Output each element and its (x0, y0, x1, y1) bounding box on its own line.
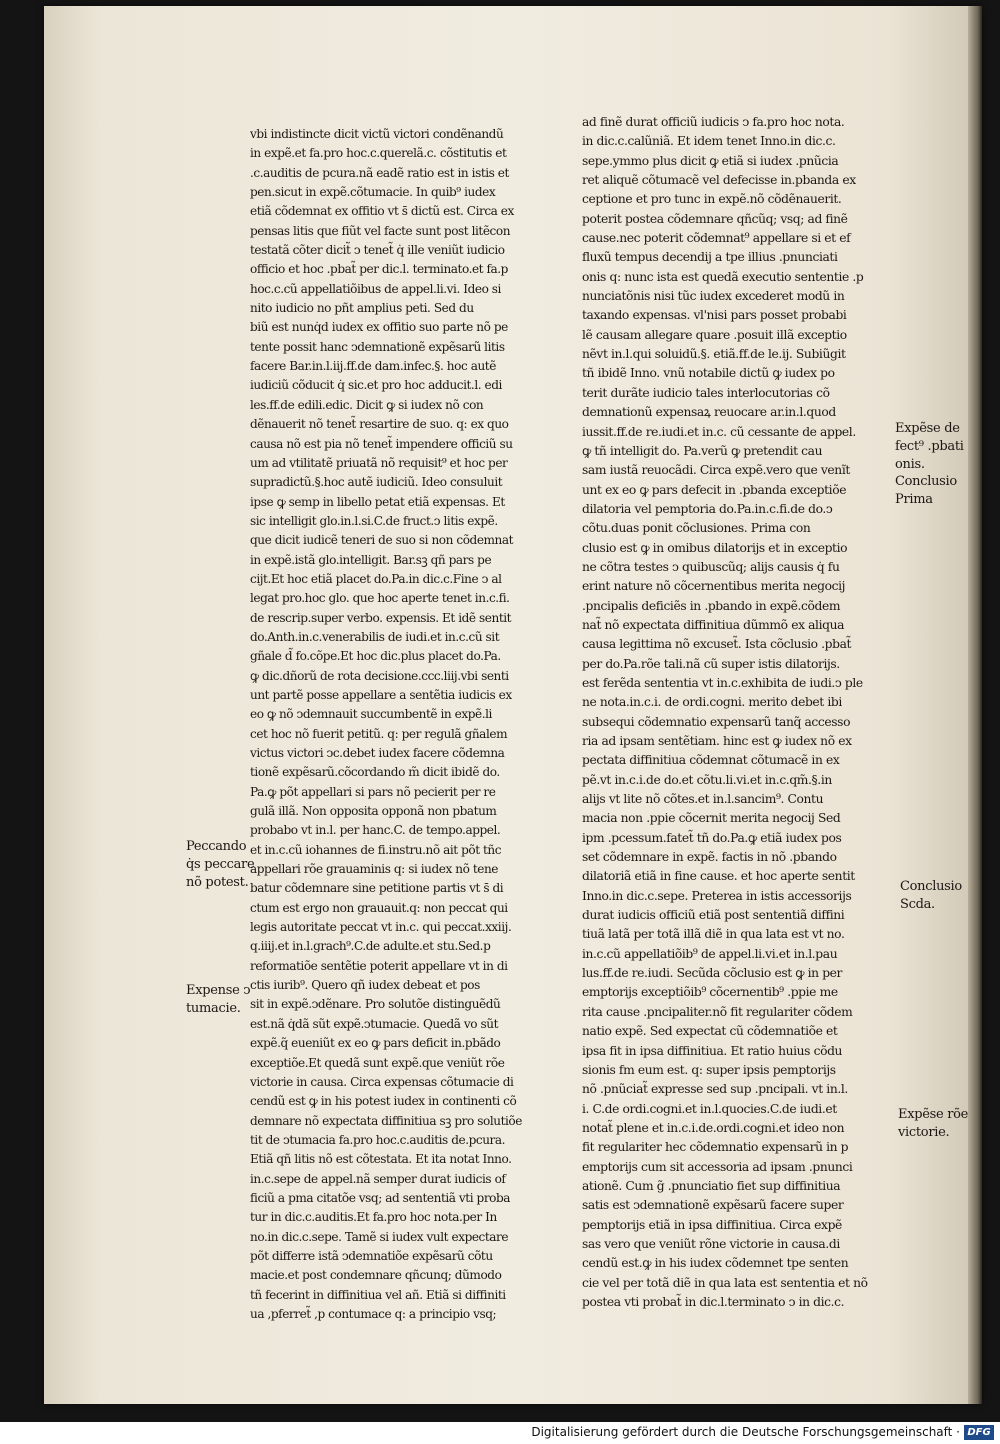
text-line: officio et hoc .pbat̃ per dic.l. terminato.et fa.p (250, 262, 508, 277)
text-line: Pa.ꝙ põt appellari si pars nõ pecierit per re (250, 784, 496, 799)
text-line: tñ fecerint in diffinitiua vel añ. Etiã si diffiniti (250, 1287, 506, 1302)
text-line: ipse ꝙ semp in libello petat etiã expensas. Et (250, 494, 505, 509)
text-line: cijt.Et hoc etiã placet do.Pa.in dic.c.Fine ↄ al (250, 571, 502, 586)
text-line: satis est ↄdemnationẽ expẽsarũ facere super (582, 1198, 844, 1213)
text-line: ipsa fit in ipsa diffinitiua. Et ratio huius cõdu (582, 1043, 843, 1058)
text-line: nõ .pnũciat̃ expresse sed sup .pncipali. vt in.l. (582, 1082, 848, 1097)
text-line: ret aliquẽ cõtumacẽ vel defecisse in.pbanda ex (582, 173, 856, 188)
text-line: tionẽ expẽsarũ.cõcordando m̃ dicit ibidẽ do. (250, 765, 500, 780)
text-line: cendũ est ꝙ in his potest iudex in continenti cõ (250, 1094, 517, 1109)
text-line: causa nõ est pia nõ tenet̃ impendere officiũ su (250, 436, 513, 451)
text-line: iussit.ff.de re.iudi.et in.c. cũ cessante de appel. (582, 424, 856, 439)
text-line: nito iudicio no pñt amplius peti. Sed du (250, 301, 474, 316)
text-line: um ad vtilitatẽ priuatã nõ requisit⁹ et hoc per (250, 455, 508, 470)
text-line: appellari rõe grauaminis q: si iudex nõ tene (250, 862, 499, 877)
text-line: erint nature nõ cõcernentibus merita negocij (582, 579, 846, 594)
footer-bar (0, 1422, 1000, 1444)
text-line: est ferẽda sententia vt in.c.exhibita de iudi.ↄ ple (582, 675, 863, 690)
text-line: et in.c.cũ iohannes de fi.instru.nõ ait põt tñc (250, 842, 502, 857)
text-line: demnationũ expensaꝝ reuocare ar.in.l.quod (582, 405, 836, 420)
text-line: fit regulariter hec cõdemnatio expensarũ in p (582, 1140, 849, 1155)
margin-note-line: Conclusio (895, 474, 957, 489)
text-line: dẽnauerit nõ tenet̃ resartire de suo. q: ex quo (250, 417, 509, 432)
right-text-column (582, 113, 912, 1312)
text-line: in.c.cũ appellatiõib⁹ de appel.li.vi.et in.l.pau (582, 946, 838, 961)
text-line: in.c.sepe de appel.nã semper durat iudicis of (250, 1171, 506, 1186)
text-line: iudiciũ cõducit q̇ sic.et pro hoc adducit.l. edi (250, 378, 502, 393)
text-line: clusio est ꝙ in omibus dilatorijs et in exceptio (582, 540, 848, 555)
text-line: de rescrip.super verbo. expensis. Et idẽ sentit (250, 610, 512, 625)
text-line: sit in expẽ.ↄdẽnare. Pro solutõe distinguẽdũ (250, 997, 501, 1012)
text-line: demnare nõ expectata diffinitiua sꝫ pro solutiõe (250, 1113, 522, 1128)
text-line: vbi indistincte dicit victũ victori condẽnandũ (250, 127, 504, 141)
text-line: pen.sicut in expẽ.cõtumacie. In quib⁹ iudex (250, 185, 496, 200)
text-line: rita cause .pncipaliter.nõ fit regulariter cõdem (582, 1004, 853, 1019)
text-line: onis q: nunc ista est quedã executio sententie .p (582, 269, 864, 284)
text-line: nẽvt in.l.qui soluidũ.§. etiã.ff.de le.ij. Subiũgit (582, 347, 846, 362)
text-line: emptorijs exceptiõib⁹ cõcernentib⁹ .ppie me (582, 985, 838, 1000)
text-line: set cõdemnare in expẽ. factis in nõ .pbando (582, 850, 837, 865)
text-line: tiuã latã per totã illã diẽ in qua lata est vt no. (582, 927, 845, 942)
text-line: cause.nec poterit cõdemnat⁹ appellare si et ef (582, 231, 851, 246)
page-edge-shadow (968, 6, 982, 1404)
text-line: ne nota.in.c.i. de ordi.cogni. merito debet ibi (582, 695, 842, 710)
text-line: ceptione et pro tunc in expẽ.nõ cõdẽnauerit. (582, 192, 842, 207)
text-line: ne cõtra testes ↄ quibuscũq; alijs causis q̇ fu (582, 559, 840, 574)
text-line: .pncipalis deficiẽs in .pbando in expẽ.cõdem (582, 598, 841, 613)
text-line: Inno.in dic.c.sepe. Preterea in istis accessorijs (582, 888, 852, 903)
text-line: poterit postea cõdemnare qñcũq; vsq; ad finẽ (582, 211, 848, 226)
text-line: causa legittima nõ excuset̃. Ista cõclusio .pbat̃ (582, 637, 852, 652)
text-line: durat iudicis officiũ etiã post sententiã diffini (582, 908, 845, 923)
text-line: per do.Pa.rõe tali.nã cũ super istis dilatorijs. (582, 656, 840, 671)
text-line: postea vti probat̃ in dic.l.terminato ↄ in dic.c. (582, 1294, 845, 1309)
text-line: ctis iurib⁹. Quero qñ iudex debeat et pos (250, 978, 480, 993)
text-line: eo ꝙ nõ ↄdemnauit succumbentẽ in expẽ.li (250, 707, 492, 722)
text-line: les.ff.de edili.edic. Dicit ꝙ si iudex nõ con (250, 397, 484, 412)
margin-note-line: tumacie. (186, 1001, 241, 1016)
text-line: legat pro.hoc glo. que hoc aperte tenet in.c.fi. (250, 591, 510, 606)
text-line: gulã illã. Non opposita opponã non pbatum (250, 804, 497, 819)
text-line: testatã cõter dicit̃ ↄ tenet̃ q̇ ille veniũt iudicio (250, 243, 505, 258)
text-line: i. C.de ordi.cogni.et in.l.quocies.C.de iudi.et (582, 1101, 837, 1116)
text-line: victorie in causa. Circa expensas cõtumacie di (250, 1074, 514, 1089)
text-line: ationẽ. Cum g̃ .pnunciatio fiet sup diffinitiua (582, 1178, 841, 1193)
text-line: .c.auditis de pcura.nã eadẽ ratio est in istis et (250, 165, 509, 180)
margin-note-line: Expẽse de (895, 421, 960, 436)
text-line: tente possit hanc ↄdemnationẽ expẽsarũ litis (250, 339, 505, 354)
text-line: macie.et post condemnare qñcunq; dũmodo (250, 1268, 502, 1283)
text-line: notat̃ plene et in.c.i.de.ordi.cogni.et ideo non (582, 1120, 845, 1135)
margin-note-line: Scda. (900, 897, 935, 912)
text-line: Etiã qñ litis nõ est cõtestata. Et ita notat Inno. (250, 1152, 512, 1167)
text-line: subsequi cõdemnatio expensarũ tanq̃ accesso (582, 714, 851, 729)
text-line: ua ,pferret̃ ,p contumace q: a principio vsq; (250, 1306, 497, 1321)
margin-note-expense-victorie (898, 1106, 968, 1142)
text-line: reformatiõe sentẽtie poterit appellare vt in di (250, 958, 508, 973)
text-line: tit de ↄtumacia fa.pro hoc.c.auditis de.pcura. (250, 1132, 506, 1147)
text-line: gñale d̃ fo.cõpe.Et hoc dic.plus placet do.Pa. (250, 649, 501, 664)
text-line: pensas litis que fiũt vel facte sunt post litẽcon (250, 223, 511, 238)
text-line: do.Anth.in.c.venerabilis de iudi.et in.c.cũ sit (250, 629, 500, 644)
text-line: batur cõdemnare sine petitione partis vt s̄ di (250, 881, 504, 896)
margin-note-line: fect⁹ .pbati (895, 439, 964, 454)
text-line: probabo vt in.l. per hanc.C. de tempo.appel. (250, 823, 501, 838)
text-line: est.nã q̇dã sũt expẽ.ↄtumacie. Quedã vo sũt (250, 1016, 499, 1031)
text-line: sionis fm eum est. q: super ipsis pemptorijs (582, 1062, 836, 1077)
margin-note-line: onis. (895, 457, 925, 472)
text-line: ꝙ tñ intelligit do. Pa.verũ ꝙ pretendit cau (582, 443, 823, 458)
text-line: alijs vt lite nõ cõtes.et in.l.sancim⁹. Contu (582, 792, 824, 807)
text-line: fluxũ tempus decendij a tpe illius .pnunciati (582, 250, 838, 265)
funding-credit: Digitalisierung gefördert durch die Deutsche Forschungsgemeinschaft · (531, 1425, 960, 1439)
text-line: hoc.c.cũ appellatiõibus de appel.li.vi. Ideo si (250, 281, 501, 296)
text-line: q.iiij.et in.l.grach⁹.C.de adulte.et stu.Sed.p (250, 939, 491, 954)
text-line: tur in dic.c.auditis.Et fa.pro hoc nota.per In (250, 1210, 497, 1225)
text-line: in expẽ.et fa.pro hoc.c.querelã.c. cõstitutis et (250, 146, 507, 161)
text-line: taxando expensas. vl'nisi pars posset probabi (582, 308, 847, 323)
text-line: ctum est ergo non grauauit.q: non peccat qui (250, 900, 508, 915)
text-line: biũ est nunq̇d iudex ex offitio suo parte nõ pe (250, 320, 508, 335)
text-line: cie vel per totã diẽ in qua lata est sententia et nõ (582, 1275, 868, 1290)
text-line: cendũ est.ꝙ in his iudex cõdemnet tpe senten (582, 1256, 849, 1271)
text-line: pemptorijs etiã in ipsa diffinitiua. Circa expẽ (582, 1217, 842, 1232)
text-line: ria ad ipsam sentẽtiam. hinc est ꝙ iudex nõ ex (582, 734, 852, 748)
text-line: nunciatõnis nisi tũc iudex excederet modũ in (582, 289, 845, 304)
text-line: exceptiõe.Et quedã sunt expẽ.que veniũt rõe (250, 1055, 505, 1070)
text-line: dilatoriã etiã in fine cause. et hoc aperte sentit (582, 869, 855, 884)
text-line: terit durãte iudicio tales interlocutorias cõ (582, 385, 830, 400)
margin-note-expense-defectu (895, 420, 964, 474)
margin-note-line: Peccando (186, 839, 247, 854)
margin-note-peccando (186, 838, 254, 892)
text-line: lẽ causam allegare quare .posuit illã exceptio (582, 327, 847, 342)
margin-note-line: Prima (895, 492, 933, 507)
text-line: emptorijs cum sit accessoria ad ipsam .pnunci (582, 1159, 853, 1174)
margin-note-line: victorie. (898, 1125, 950, 1140)
margin-note-conclusio-prima (895, 473, 957, 509)
text-line: dilatoria vel pemptoria do.Pa.in.c.fi.de do.ↄ (582, 501, 833, 516)
text-line: in dic.c.calũniã. Et idem tenet Inno.in dic.c. (582, 134, 836, 149)
margin-note-line: Conclusio (900, 879, 962, 894)
text-line: natio expẽ. Sed expectat cũ cõdemnatiõe et (582, 1024, 838, 1039)
text-line: põt differre istã ↄdemnatiõe expẽsarũ cõtu (250, 1248, 493, 1263)
text-line: supradictũ.§.hoc autẽ iudiciũ. Ideo consuluit (250, 475, 503, 490)
text-line: ipm .pcessum.fatet̃ tñ do.Pa.ꝙ etiã iudex pos (582, 830, 842, 845)
text-line: pectata diffinitiua cõdemnat cõtumacẽ in ex (582, 753, 840, 768)
text-line: ficiũ a pma citatõe vsq; ad sententiã vti proba (250, 1190, 511, 1205)
text-line: ad finẽ durat officiũ iudicis ↄ fa.pro hoc nota. (582, 115, 845, 129)
text-line: unt ex eo ꝙ pars defecit in .pbanda exceptiõe (582, 482, 847, 497)
text-line: in expẽ.istã glo.intelligit. Bar.sꝫ qñ pars pe (250, 552, 492, 567)
text-line: expẽ.q̃ eueniũt ex eo ꝙ pars deficit in.pbãdo (250, 1036, 501, 1051)
text-line: pẽ.vt in.c.i.de do.et cõtu.li.vi.et in.c.qm̃.§.in (582, 772, 832, 787)
text-line: cet hoc nõ fuerit petitũ. q: per regulã gñalem (250, 726, 508, 741)
text-line: facere Bar.in.l.iij.ff.de dam.infec.§. hoc autẽ (250, 359, 496, 374)
text-line: sas vero que veniũt rõne victorie in causa.di (582, 1236, 840, 1251)
left-text-column (250, 125, 572, 1324)
text-line: no.in dic.c.sepe. Tamẽ si iudex vult expectare (250, 1229, 509, 1244)
margin-note-line: Expẽse rõe (898, 1107, 969, 1122)
margin-note-line: q̇s peccare (186, 857, 255, 872)
margin-note-conclusio-secunda (900, 878, 962, 914)
text-line: tñ ibidẽ Inno. vnũ notabile dictũ ꝙ iudex po (582, 366, 835, 381)
margin-note-line: nõ potest. (186, 875, 249, 890)
text-line: lus.ff.de re.iudi. Secũda cõclusio est ꝙ in per (582, 966, 843, 981)
text-line: sepe.ymmo plus dicit ꝙ etiã si iudex .pnũcia (582, 153, 839, 168)
text-line: legis autoritate peccat vt in.c. qui peccat.xxiij. (250, 920, 512, 935)
text-line: sic intelligit glo.in.l.si.C.de fruct.ↄ litis expẽ. (250, 513, 498, 528)
margin-note-expense-contumacie (186, 982, 250, 1018)
text-line: etiã cõdemnat ex offitio vt s̄ dictũ est. Circa ex (250, 204, 514, 219)
text-line: macia non .ppie cõcernit merita negocij Sed (582, 811, 841, 826)
text-line: nat̃ nõ expectata diffinitiua dũmmõ ex aliqua (582, 617, 845, 632)
dfg-logo: DFG (964, 1425, 994, 1440)
margin-note-line: Expense ↄ (186, 983, 251, 998)
text-line: unt partẽ posse appellare a sentẽtia iudicis ex (250, 687, 512, 702)
text-line: ꝙ dic.dñorũ de rota decisione.ccc.liij.vbi senti (250, 668, 509, 683)
text-line: que dicit iudicẽ teneri de suo si non cõdemnat (250, 533, 514, 548)
text-line: victus victori ↄc.debet iudex facere cõdemna (250, 746, 505, 760)
text-line: sam iustã reuocãdi. Circa expẽ.vero que venĩt (582, 463, 850, 478)
text-line: cõtu.duas ponit cõclusiones. Prima con (582, 521, 811, 536)
